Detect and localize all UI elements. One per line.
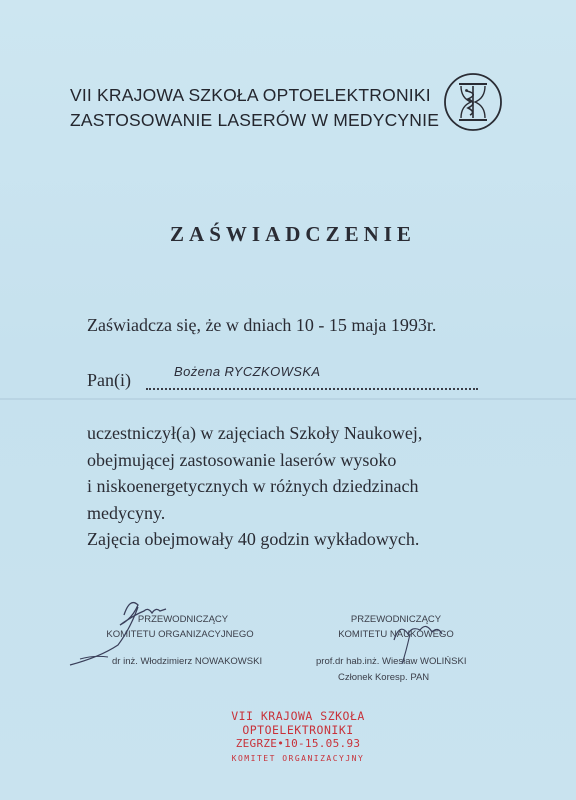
right-role-2: KOMITETU NAUKOWEGO [338,629,454,640]
organizing-committee-stamp [218,710,378,765]
right-handwritten-signature [380,600,460,680]
right-signatory-subtitle: Członek Koresp. PAN [338,672,430,683]
header-line-1: VII KRAJOWA SZKOŁA OPTOELEKTRONIKI [70,85,431,105]
body-line: obejmującej zastosowanie laserów wysoko [87,449,397,470]
body-line: medycyny. [87,502,166,523]
certify-line: Zaświadcza się, że w dniach 10 - 15 maja 1993r. [87,315,437,335]
body-line: Zajęcia obejmowały 40 godzin wykładowych. [87,529,420,549]
right-signatory-name: prof.dr hab.inż. Wiesław WOLIŃSKI [316,656,467,667]
right-role-1: PRZEWODNICZĄCY [350,614,442,625]
caduceus-hourglass-icon [442,71,504,133]
left-signatory-name: dr inż. Włodzimierz NOWAKOWSKI [112,656,263,667]
header-line-2: ZASTOSOWANIE LASERÓW W MEDYCYNIE [70,110,440,130]
fold-line [0,398,576,400]
certificate-title: ZAŚWIADCZENIE [170,222,416,246]
body-line: uczestniczył(a) w zajęciach Szkoły Naukowej, [87,423,423,443]
recipient-name: Bożena RYCZKOWSKA [174,364,321,379]
stamp-line-2: OPTOELEKTRONIKI [242,722,354,737]
stamp-line-3: ZEGRZE•10-15.05.93 [235,737,361,750]
left-handwritten-signature [60,585,180,675]
left-role-2: KOMITETU ORGANIZACYJNEGO [106,629,254,640]
body-line: i niskoenergetycznych w różnych dziedzinach [87,476,419,496]
body-paragraph [87,420,422,553]
left-role-1: PRZEWODNICZĄCY [137,614,229,625]
school-header [70,83,440,133]
stamp-line-1: VII KRAJOWA SZKOŁA [231,709,365,723]
stamp-line-4: KOMITET ORGANIZACYJNY [231,753,365,763]
recipient-label: Pan(i) [87,370,131,390]
